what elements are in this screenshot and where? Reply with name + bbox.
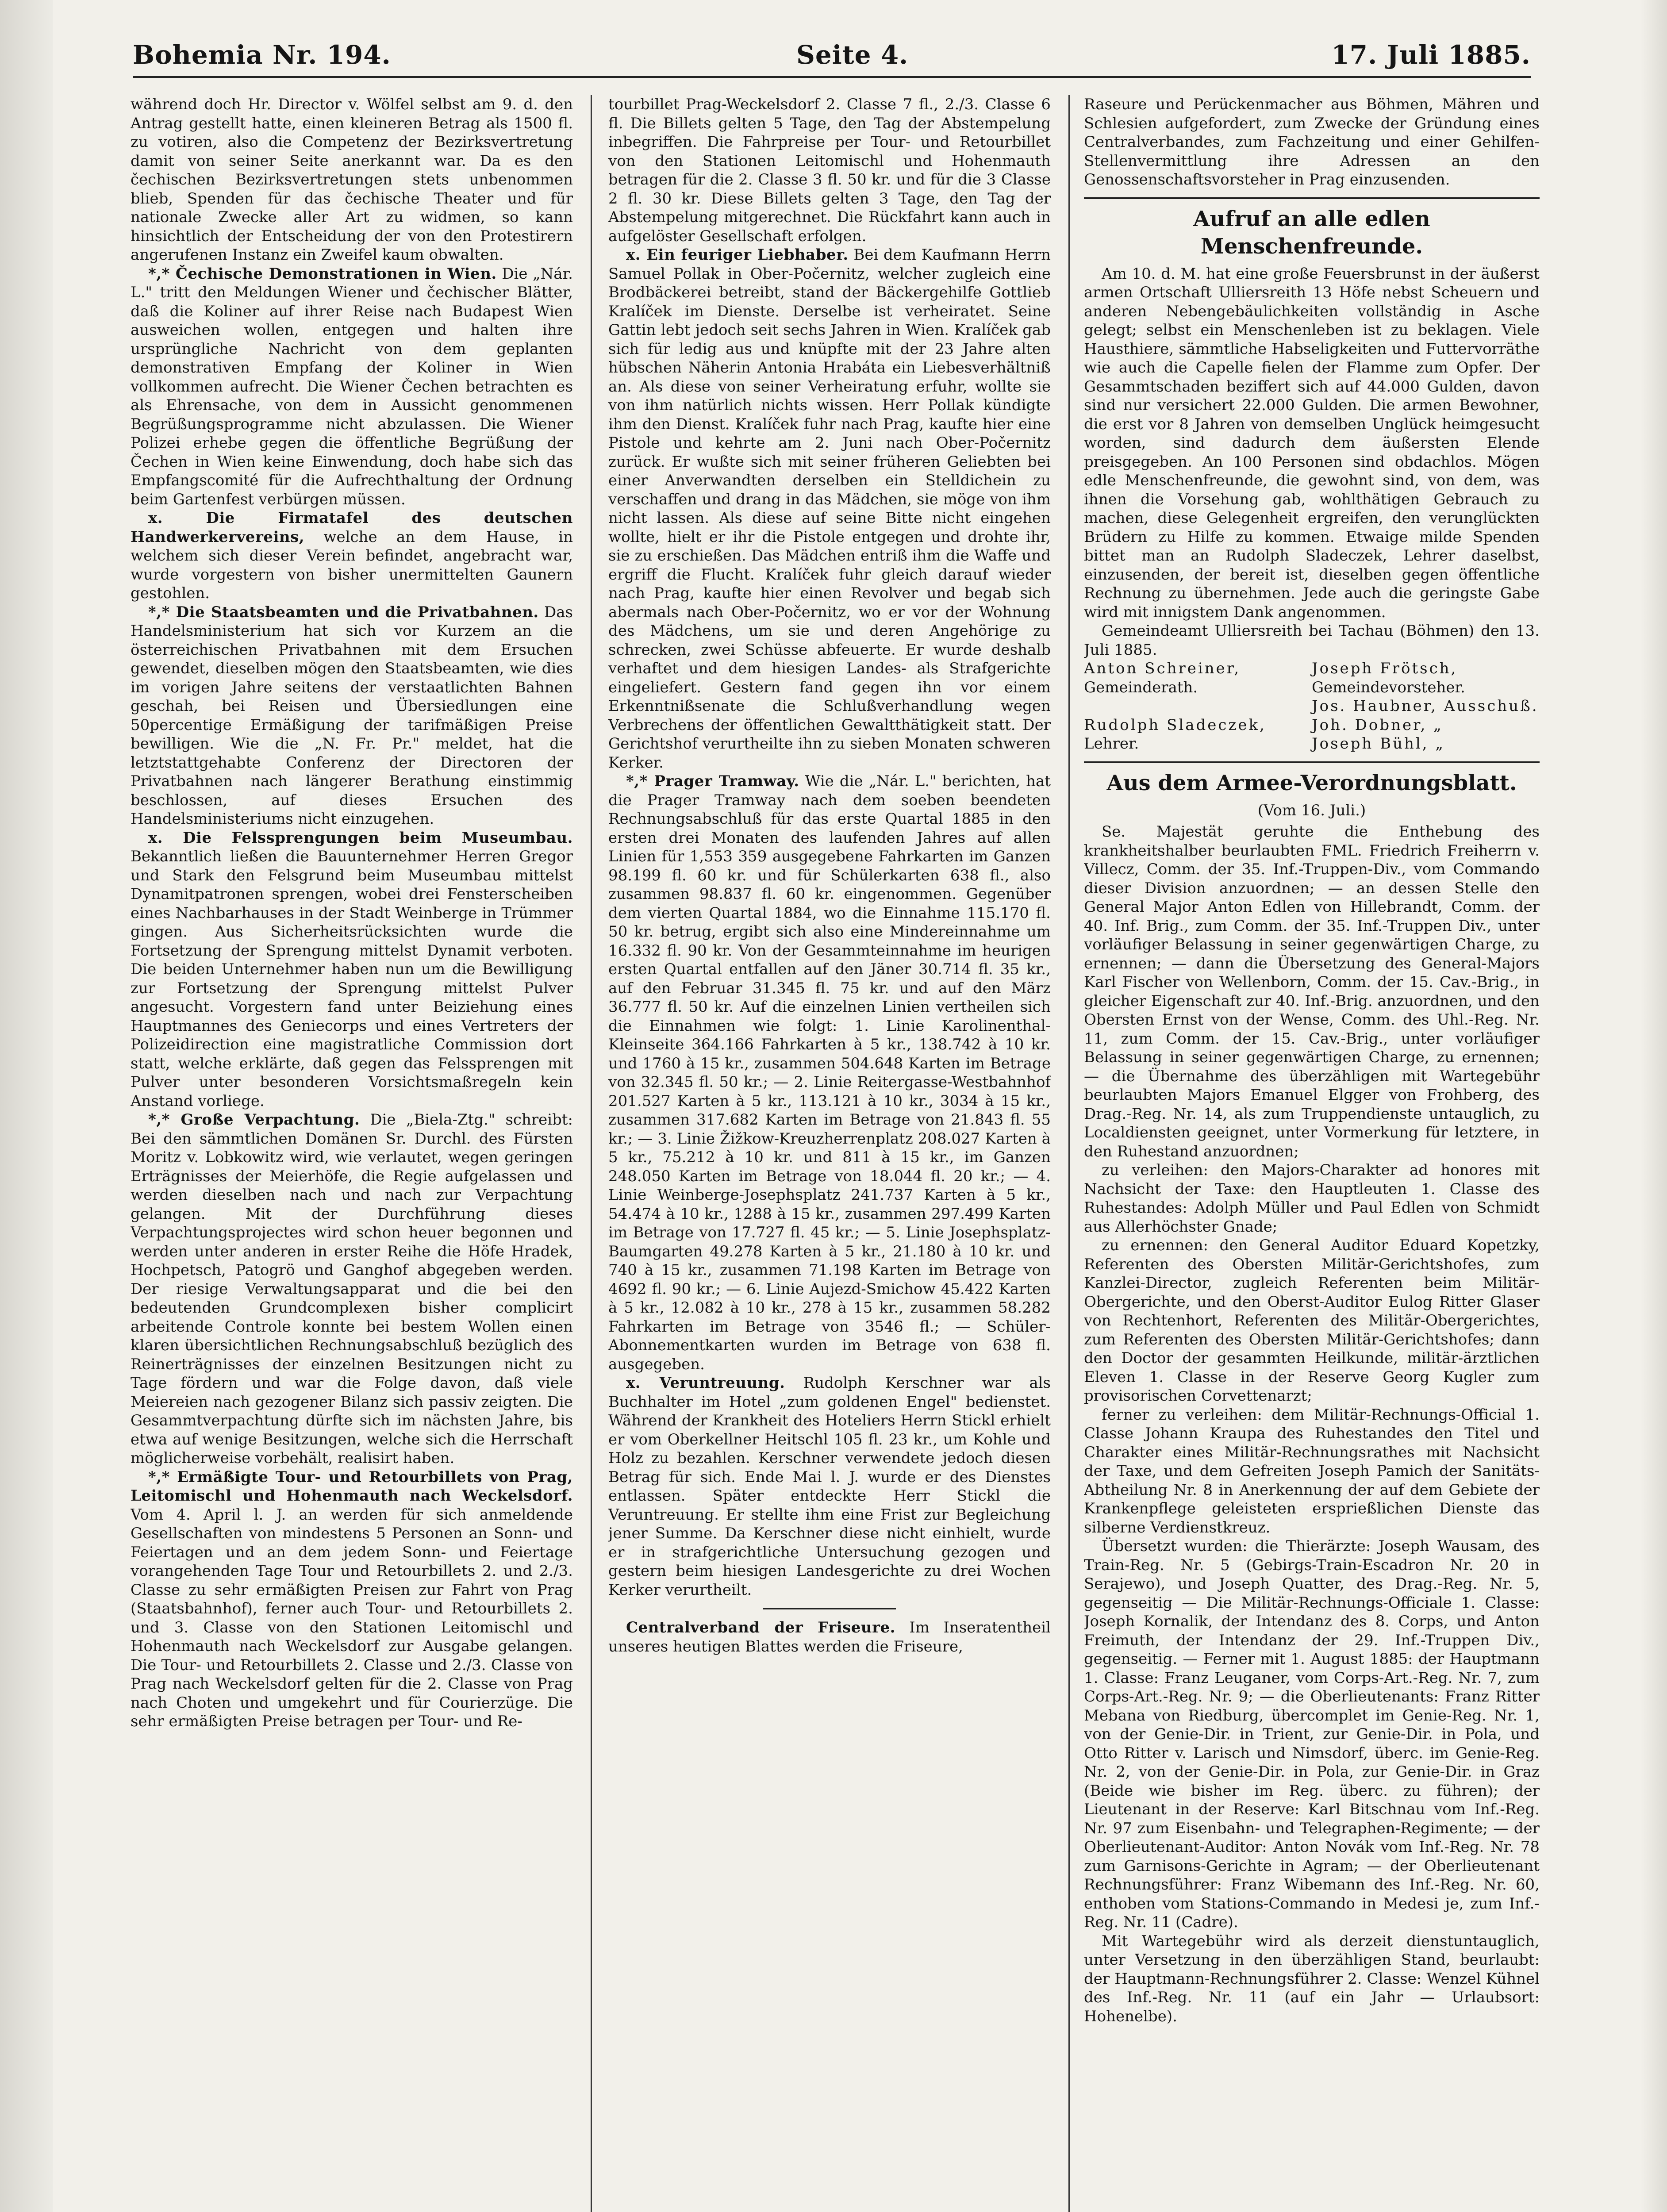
article-text: Übersetzt wurden: die Thierärzte: Joseph Wausam, des Train-Reg. Nr. 5 (Gebirgs-Train-Escadron Nr. 20 in Serajewo), und Joseph Quatter, des Drag.-Reg. Nr. 5, gegenseitig — Die Militär-Rechnungs-Officiale 1. Classe: Joseph Kornalik, der Intendanz des 8. Corps, und Anton Freimuth, der Intendanz der 29. Inf.-Truppen Div., gegenseitig. — Ferner mit 1. August 1885: der Hauptmann 1. Classe: Franz Leuganer, vom Corps-Art.-Reg. Nr. 7, zum Corps-Art.-Reg. Nr. 9; — die Oberlieutenants: Franz Ritter Mebana von Riedburg, übercomplet im Genie-Reg. Nr. 1, von der Genie-Dir. in Trient, zur Genie-Dir. in Pola, und Otto Ritter v. Larisch und Nimsdorf, überc. im Genie-Reg. Nr. 2, von der Genie-Dir. in Pola, zur Genie-Dir. in Graz (Beide wie bisher im Reg. überc. zu führen); der Lieutenant in der Reserve: Karl Bitschnau vom Inf.-Reg. Nr. 97 zum Eisenbahn- und Telegraphen-Regimente; — der Oberlieutenant-Auditor: Anton Novák vom Inf.-Reg. Nr. 78 zum Garnisons-Gerichte in Agram; — der Oberlieutenant Rechnungsführer: Franz Wibemann des Inf.-Reg. Nr. 60, enthoben vom Stations-Commando in Medesi je, zum Inf.-Reg. Nr. 11 (Cadre). [1084,1537,1540,1931]
page-header [133,40,1531,80]
article [131,265,573,509]
signature-name: Joh. Dobner, „ [1312,716,1443,734]
article [608,1374,1051,1599]
signatures [1084,659,1540,753]
article-text: Bei dem Kaufmann Herrn Samuel Pollak in Ober-Počernitz, welcher zugleich eine Brodbäckerei betreibt, stand der Bäckergehilfe Gottlieb Kralíček im Dienste. Derselbe ist verheiratet. Seine Gattin lebt jedoch seit sechs Jahren in Wien. Kralíček gab sich für ledig aus und knüpfte mit der 23 Jahre alten hübschen Näherin Antonia Hrabáta ein Liebesverhältniß an. Als diese von seiner Verheiratung erfuhr, wollte sie von ihm natürlich nichts wissen. Herr Pollak kündigte ihm den Dienst. Kralíček fuhr nach Prag, kaufte hier eine Pistole und kehrte am 2. Juni nach Ober-Počernitz zurück. Er wußte sich mit seiner früheren Geliebten bei einer Anverwandten derselben ein Stelldichein zu verschaffen und drang in das Mädchen, sie möge von ihm nicht lassen. Als diese auf seine Bitte nicht eingehen wollte, hielt er ihr die Pistole entgegen und drohte ihr, sie zu erschießen. Das Mädchen entriß ihm die Waffe und ergriff die Flucht. Kralíček fuhr gleich darauf wieder nach Prag, kaufte hier einen Revolver und begab sich abermals nach Ober-Počernitz, wo er vor der Wohnung des Mädchens, um sie und deren Angehörige zu schrecken, zwei Schüsse abfeuerte. Er wurde deshalb verhaftet und dem hiesigen Landes- als Strafgerichte eingeliefert. Gestern fand gegen ihn vor einem Erkenntnißsenate die Schlußverhandlung wegen Verbrechens der öffentlichen Gewaltthätigkeit statt. Der Gerichtshof verurtheilte ihn zu sieben Monaten schweren Kerker. [608,246,1051,772]
newspaper-issue: Bohemia Nr. 194. [133,40,391,70]
article-text: Die „Nár. L." tritt den Meldungen Wiener und čechischer Blätter, daß die Koliner auf ihrer Reise nach Budapest Wien ausweichen wollen, entgegen und halten ihre ursprüngliche Nachricht von dem geplanten demonstrativen Empfang der Koliner in Wien vollkommen aufrecht. Die Wiener Čechen betrachten es als Ehrensache, von dem in Aussicht genommenen Begrüßungsprogramme nicht abzulassen. Die Wiener Polizei erhebe gegen die öffentliche Begrüßung der Čechen in Wien keine Einwendung, doch habe sich das Empfangscomité für die Aufrechthaltung der Ordnung beim Gartenfest verbürgen müssen. [131,265,573,508]
article-text: Rudolph Kerschner war als Buchhalter im Hotel „zum goldenen Engel" bedienstet. Während der Krankheit des Hoteliers Herrn Stickl erhielt er vom Oberkellner Heitschl 105 fl. 23 kr., um Kohle und Holz zu bezahlen. Kerschner verwendete jedoch diesen Betrag für sich. Ende Mai l. J. wurde er des Dienstes entlassen. Später entdeckte Herr Stickl die Veruntreuung. Er stellte ihm eine Frist zur Begleichung jener Summe. Da Kerschner diese nicht einhielt, wurde er in strafgerichtliche Untersuchung gezogen und gestern beim hiesigen Landesgerichte zu drei Wochen Kerker verurtheilt. [608,1374,1051,1599]
article [608,772,1051,1374]
article-text: Raseure und Perückenmacher aus Böhmen, Mähren und Schlesien aufgefordert, zum Zwecke der Gründung eines Centralverbandes, zum Fachzeitung und einer Gehilfen-Stellenvermittlung ihre Adressen an den Genossenschaftsvorsteher in Prag einzusenden. [1084,96,1540,188]
article-heading: x. Die Felssprengungen beim Museumbau. [148,829,573,847]
article [131,603,573,829]
section-subtitle: (Vom 16. Juli.) [1257,801,1366,819]
article [131,1110,573,1468]
article-heading: *,* Große Verpachtung. [148,1111,360,1129]
section-rule [1084,197,1540,199]
column-divider [1068,95,1070,2212]
section-rule [1084,761,1540,763]
article-text: zu verleihen: den Majors-Charakter ad honores mit Nachsicht der Taxe: den Hauptleuten 1. Classe des Ruhestandes: Adolph Müller und Paul Edlen von Schmidt aus Allerhöchster Gnade; [1084,1161,1540,1236]
section-title: Aufruf an alle edlen Menschenfreunde. [1193,206,1430,259]
article [608,1618,1051,1656]
column-1 [131,95,573,2212]
article-text: zu ernennen: den General Auditor Eduard Kopetzky, Referenten des Obersten Militär-Gerichtshofes, zum Kanzlei-Director, zugleich Referenten beim Militär-Obergerichte, und den Oberst-Auditor Eulog Ritter Glaser von Rechtenhort, Referenten des Militär-Obergerichtes, zum Referenten des Obersten Militär-Gerichtshofes; dann den Doctor der gesammten Heilkunde, militär-ärztlichen Eleven 1. Classe in der Reserve Georg Kugler zum provisorischen Corvettenarzt; [1084,1237,1540,1405]
signature-name: Jos. Haubner, Ausschuß. [1312,697,1539,715]
article-text: Am 10. d. M. hat eine große Feuersbrunst in der äußerst armen Ortschaft Ulliersreith 13 Höfe nebst Scheuern und anderen Nebengebäulichkeiten vollständig in Asche gelegt; selbst ein Menschenleben ist zu beklagen. Viele Hausthiere, sämmtliche Habseligkeiten und Futtervorräthe wie auch die Capelle fielen der Flamme zum Opfer. Der Gesammtschaden beziffert sich auf 44.000 Gulden, davon sind nur versichert 22.000 Gulden. Die armen Bewohner, die erst vor 8 Jahren von demselben Unglück heimgesucht worden, sind dadurch dem äußersten Elende preisgegeben. An 100 Personen sind obdachlos. Mögen edle Menschenfreunde, die gewohnt sind, von dem, was ihnen die Vorsehung gab, wohlthätigen Gebrauch zu machen, diese Gelegenheit ergreifen, den verunglückten Brüdern zu Hilfe zu kommen. Etwaige milde Spenden bittet man an Rudolph Sladeczek, Lehrer daselbst, einzusenden, der bereit ist, dieselben gegen öffentliche Rechnung zu übernehmen. Jede auch die geringste Gabe wird mit innigstem Dank angenommen. [1084,265,1540,621]
signature-role: Lehrer. [1084,735,1139,753]
signature-name: Joseph Bühl, „ [1312,735,1445,753]
article-text: ferner zu verleihen: dem Militär-Rechnungs-Official 1. Classe Johann Kraupa des Ruhestandes den Titel und Charakter eines Militär-Rechnungsrathes mit Nachsicht der Taxe, und dem Gefreiten Joseph Pamich der Sanitäts-Abtheilung Nr. 8 in Anerkennung der auf dem Gebiete der Krankenpflege geleisteten ersprießlichen Dienste das silberne Verdienstkreuz. [1084,1406,1540,1536]
page-right-edge [1640,0,1667,2212]
signature-name: Rudolph Sladeczek, [1084,716,1266,734]
signature-name: Joseph Frötsch, [1312,660,1458,677]
article-text: Vom 4. April l. J. an werden für sich anmeldende Gesellschaften von mindestens 5 Personen an Sonn- und Feiertagen und an dem jedem Sonn- und Feiertage vorangehenden Tage Tour und Retourbillets 2. und 2./3. Classe zu sehr ermäßigten Preisen zur Fahrt von Prag (Staatsbahnhof), ferner auch Tour- und Retourbillets 2. und 3. Classe von den Stationen Leitomischl und Hohenmauth nach Weckelsdorf zur Ausgabe gelangen. Die Tour- und Retourbillets 2. Classe und 2./3. Classe von Prag nach Weckelsdorf gelten für die 2. Classe von Prag nach Choten und umgekehrt und für Courierzüge. Die sehr ermäßigten Preise betragen per Tour- und Re- [131,1505,573,1730]
article-text: Das Handelsministerium hat sich vor Kurzem an die österreichischen Privatbahnen mit dem Ersuchen gewendet, dieselben mögen den Staatsbeamten, wie dies im vorigen Jahre seitens der verstaatlichten Bahnen geschah, bei Reisen und Übersiedlungen eine 50percentige Ermäßigung der tarifmäßigen Preise bewilligen. Wie die „N. Fr. Pr." meldet, hat die letztstattgehabte Conferenz der Directoren der Privatbahnen nach längerer Berathung einstimmig beschlossen, auf dieses Ersuchen des Handelsministeriums nicht einzugehen. [131,603,573,828]
article-text: welche an dem Hause, in welchem sich dieser Verein befindet, angebracht war, wurde vorgestern von bisher unermittelten Gaunern gestohlen. [131,528,573,602]
issue-date: 17. Juli 1885. [1331,40,1531,70]
section-title: Aus dem Armee-Verordnungsblatt. [1106,770,1517,795]
column-divider [591,95,592,2212]
article-heading: Centralverband der Friseure. [626,1619,895,1636]
article-heading: x. Ein feuriger Liebhaber. [626,246,849,264]
header-rule [133,76,1531,78]
article-text: Die „Biela-Ztg." schreibt: Bei den sämmtlichen Domänen Sr. Durchl. des Fürsten Moritz v. Lobkowitz wird, wie verlautet, wegen geringen Erträgnisses der Meierhöfe, die Regie aufgelassen und werden dieselben nach und nach zur Verpachtung gelangen. Mit der Durchführung dieses Verpachtungsprojectes wird schon heuer begonnen und werden unter anderen in erster Reihe die Höfe Hradek, Hochpetsch, Patogrö und Ganghof abgegeben werden. Der riesige Verwaltungsapparat und die bei den bedeutenden Grundcomplexen bisher complicirt arbeitende Controle konnte bei bestem Wollen einen klaren übersichtlichen Rechnungsabschluß bezüglich des Reinerträgnisses der einzelnen Besitzungen nicht zu Tage fördern und war die Folge davon, daß viele Meiereien nach gezogener Bilanz sich passiv zeigten. Die Gesammtverpachtung dürfte sich im nächsten Jahre, bis etwa auf wenige Besitzungen, welche sich die Herrschaft möglicherweise vorbehält, realisirt haben. [131,1111,573,1467]
article-text: Mit Wartegebühr wird als derzeit dienstuntauglich, unter Versetzung in den überzähligen Stand, beurlaubt: der Hauptmann-Rechnungsführer 2. Classe: Wenzel Kühnel des Inf.-Reg. Nr. 11 (auf ein Jahr — Urlaubsort: Hohenelbe). [1084,1932,1540,2025]
column-2 [608,95,1051,2212]
article-text: tourbillet Prag-Weckelsdorf 2. Classe 7 fl., 2./3. Classe 6 fl. Die Billets gelten 5 Tage, den Tag der Abstempelung inbegriffen. Die Fahrpreise per Tour- und Retourbillet von den Stationen Leitomischl und Hohenmauth betragen für die 2. Classe 3 fl. 50 kr. und für die 3 Classe 2 fl. 30 kr. Diese Billets gelten 3 Tage, den Tag der Abstempelung mitgerechnet. Die Rückfahrt kann auch in aufgelöster Gesellschaft erfolgen. [608,96,1051,245]
article-heading: *,* Prager Tramway. [626,772,799,790]
section-rule [763,1608,896,1609]
article [608,246,1051,772]
article-text: Gemeindeamt Ulliersreith bei Tachau (Böhmen) den 13. Juli 1885. [1084,622,1540,659]
column-3 [1084,95,1540,2212]
article-heading: x. Veruntreuung. [626,1374,785,1392]
article-text: Bekanntlich ließen die Bauunternehmer Herren Gregor und Stark den Felsgrund beim Museumbau mittelst Dynamitpatronen sprengen, wobei drei Fensterscheiben eines Nachbarhauses in der Stadt Weinberge in Trümmer gingen. Aus Sicherheitsrücksichten wurde die Fortsetzung der Sprengung mittelst Dynamit verboten. Die beiden Unternehmer haben nun um die Bewilligung zur Fortsetzung der Sprengung mittelst Pulver angesucht. Vorgestern fand unter Beiziehung eines Hauptmannes des Geniecorps und eines Vertreters der Polizeidirection eine magistratliche Commission dort statt, welche erklärte, daß gegen das Felssprengen mit Pulver unter besonderen Vorsichtsmaßregeln kein Anstand vorliege. [131,848,573,1110]
article-heading: *,* Ermäßigte Tour- und Retourbillets von Prag, Leitomischl und Hohenmauth nach Weckelsdorf. [131,1468,573,1505]
article-heading: *,* Die Staatsbeamten und die Privatbahnen. [148,603,539,621]
article [131,829,573,1111]
signature-name: Anton Schreiner, [1084,660,1241,677]
signature-name [1084,697,1312,716]
signature-role: Gemeindevorsteher. [1312,678,1465,696]
article [131,1468,573,1731]
article-text: Im Inseratentheil unseres heutigen Blattes werden die Friseure, [608,1619,1051,1655]
page-number: Seite 4. [796,40,909,70]
page-edge-shadow [0,0,53,2212]
article-text: während doch Hr. Director v. Wölfel selbst am 9. d. den Antrag gestellt hatte, einen kleineren Betrag als 1500 fl. zu votiren, also die Competenz der Bezirksvertretung damit von seiner Seite anerkannt war. Da es den čechischen Bezirksvertretungen stets unbenommen blieb, Spenden für das čechische Theater und für nationale Zwecke aller Art zu widmen, so kann hinsichtlich der Entscheidung der von den Protestirern angerufenen Instanz ein Zweifel kaum obwalten. [131,96,573,264]
article-text: Se. Majestät geruhte die Enthebung des krankheitshalber beurlaubten FML. Friedrich Freiherrn v. Villecz, Comm. der 35. Inf.-Truppen-Div., vom Commando dieser Division anzuordnen; — an dessen Stelle den General Major Anton Edlen von Hillebrandt, Comm. der 40. Inf. Brig., zum Comm. der 35. Inf.-Truppen Div., unter vorläufiger Belassung in seiner gegenwärtigen Charge, zu ernennen; — dann die Übersetzung des General-Majors Karl Fischer von Wellenborn, Comm. der 15. Cav.-Brig., in gleicher Eigenschaft zur 40. Inf.-Brig. anzuordnen, und den Obersten Ernst von der Wense, Comm. des Uhl.-Reg. Nr. 11, zum Comm. der 15. Cav.-Brig., unter vorläufiger Belassung in seiner gegenwärtigen Charge, zu ernennen; — die Übernahme des überzähligen mit Wartegebühr beurlaubten Majors Emanuel Elgger von Frohberg, des Drag.-Reg. Nr. 14, als zum Truppendienste untauglich, zu Localdiensten geeignet, unter Vormerkung für letztere, in den Ruhestand anzuordnen; [1084,823,1540,1160]
article-heading: *,* Čechische Demonstrationen in Wien. [148,265,497,283]
article-heading: x. Die Firmatafel des deutschen Handwerkervereins, [131,509,573,546]
article-text: Wie die „Nár. L." berichten, hat die Prager Tramway nach dem soeben beendeten Rechnungsabschluß für das erste Quartal 1885 in den ersten drei Monaten des laufenden Jahres auf allen Linien für 1,553 359 ausgegebene Fahrkarten im Ganzen 98.199 fl. 60 kr. und für Schülerkarten 638 fl., also zusammen 98.837 fl. 60 kr. eingenommen. Gegenüber dem vierten Quartal 1884, wo die Einnahme 115.170 fl. 50 kr. betrug, ergibt sich also eine Mindereinnahme um 16.332 fl. 90 kr. Von der Gesammteinnahme im heurigen ersten Quartal entfallen auf den Jäner 30.714 fl. 35 kr., auf den Februar 31.345 fl. 75 kr. und auf den März 36.777 fl. 50 kr. Auf die einzelnen Linien vertheilen sich die Einnahmen wie folgt: 1. Linie Karolinenthal-Kleinseite 364.166 Fahrkarten à 5 kr., 138.742 à 10 kr. und 1760 à 15 kr., zusammen 504.648 Karten im Betrage von 32.345 fl. 50 kr.; — 2. Linie Reitergasse-Westbahnhof 201.527 Karten à 5 kr., 113.121 à 10 kr., 3034 à 15 kr., zusammen 317.682 Karten im Betrage von 21.843 fl. 55 kr.; — 3. Linie Žižkow-Kreuzherrenplatz 208.027 Karten à 5 kr., 75.212 à 10 kr. und 811 à 15 kr., im Ganzen 248.050 Karten im Betrage von 18.044 fl. 20 kr.; — 4. Linie Weinberge-Josephsplatz 241.737 Karten à 5 kr., 54.474 à 10 kr., 1288 à 15 kr., zusammen 297.499 Karten im Betrage von 17.727 fl. 45 kr.; — 5. Linie Josephsplatz-Baumgarten 49.278 Karten à 5 kr., 21.180 à 10 kr. und 740 à 15 kr., zusammen 71.198 Karten im Betrage von 4692 fl. 90 kr.; — 6. Linie Aujezd-Smichow 45.422 Karten à 5 kr., 12.082 à 10 kr., 278 à 15 kr., zusammen 58.282 Fahrkarten im Betrage von 3546 fl.; — Schüler-Abonnementkarten wurden im Betrage von 638 fl. ausgegeben. [608,772,1051,1373]
signature-role: Gemeinderath. [1084,678,1198,696]
article [131,509,573,603]
